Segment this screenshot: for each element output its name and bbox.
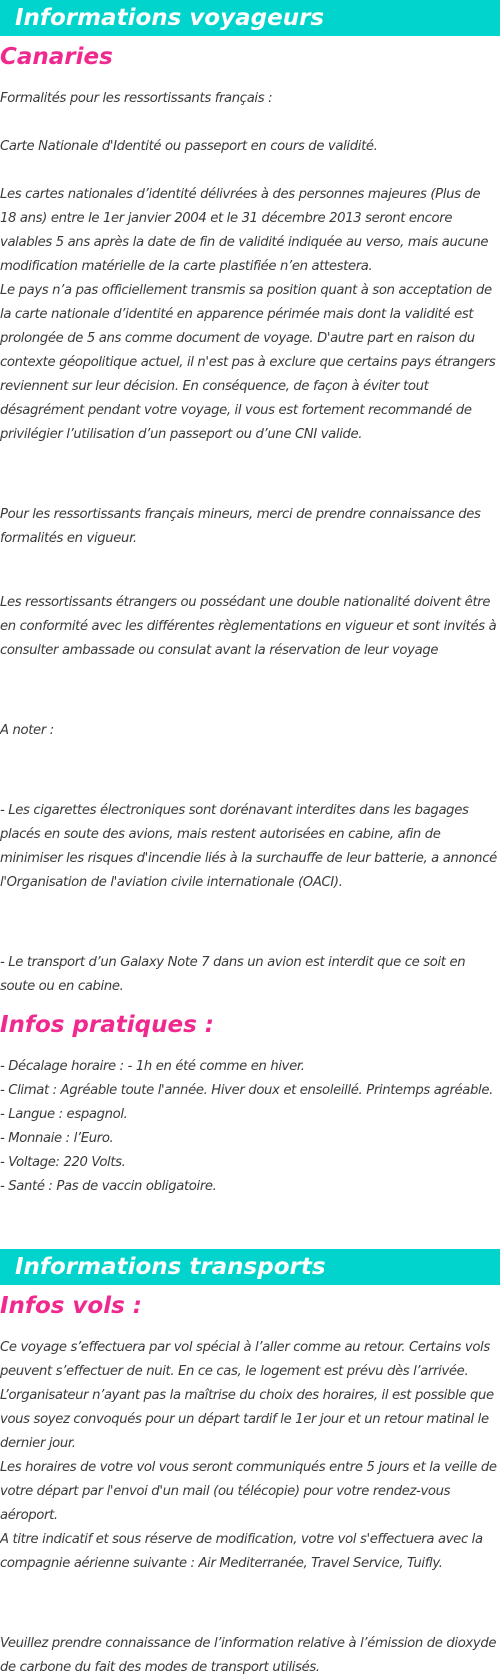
cni-acceptance-text: Le pays n’a pas officiellement transmis sa position quant à son acceptation de la carte nationale d’identité en apparence périmée mais dont la validité est prolongée de 5 ans comme document de voyage. D'autre part en raison du contexte géopolitique actuel, il n'est pas à exclure que certains pays étrangers reviennent sur leur décision. En conséquence, de façon à éviter tout désagrément pendant votre voyage, il vous est fortement recommandé de privilégier l’utilisation d’un passeport ou d’une CNI valide.: [0, 283, 496, 442]
cni-text: Carte Nationale d'Identité ou passeport en cours de validité.: [0, 139, 378, 154]
galaxy-note-text: - Le transport d’un Galaxy Note 7 dans un avion est interdit que ce soit en soute ou en cabine.: [0, 955, 466, 994]
co2-text: Veuillez prendre connaissance de l’information relative à l’émission de dioxyde de carbone du fait des modes de transport utilisés.: [0, 1636, 497, 1675]
cni-validity-text: Les cartes nationales d’identité délivrées à des personnes majeures (Plus de 18 ans) entre le 1er janvier 2004 et le 31 décembre 2013 seront encore valables 5 ans après la date de fin de validité indiquée au verso, mais aucune modification matérielle de la carte plastifiée n’en attestera.: [0, 187, 489, 274]
minors-paragraph: [0, 503, 500, 551]
transports-banner: Informations transports: [0, 1249, 500, 1285]
list-item: - Santé : Pas de vaccin obligatoire.: [0, 1179, 217, 1194]
vols-schedule-text: L’organisateur n’ayant pas la maîtrise du choix des horaires, il est possible que vous soyez convoqués pour un départ tardif le 1er jour et un retour matinal le dernier jour.: [0, 1388, 494, 1451]
destination-heading: Canaries: [0, 44, 113, 70]
infos-pratiques-heading: Infos pratiques :: [0, 1012, 214, 1038]
foreigners-paragraph: [0, 591, 500, 663]
list-item: - Langue : espagnol.: [0, 1107, 128, 1122]
list-item: - Climat : Agréable toute l'année. Hiver doux et ensoleillé. Printemps agréable.: [0, 1083, 493, 1098]
ecigarette-text: - Les cigarettes électroniques sont dorénavant interdites dans les bagages placés en soute des avions, mais restent autorisées en cabine, afin de minimiser les risques d'incendie liés à la surchauffe de leur batterie, a annoncé l'Organisation de l'aviation civile internationale (OACI).: [0, 803, 497, 890]
list-item: - Monnaie : l’Euro.: [0, 1131, 114, 1146]
formalites-label: Formalités pour les ressortissants français :: [0, 91, 273, 106]
infos-pratiques-list: [0, 1055, 500, 1199]
vols-section: [0, 1336, 500, 1576]
galaxy-note-paragraph: [0, 951, 500, 999]
infos-vols-heading: Infos vols :: [0, 1293, 143, 1319]
formalites-intro: [0, 87, 500, 111]
foreigners-text: Les ressortissants étrangers ou possédant une double nationalité doivent être en conformité avec les différentes règlementations en vigueur et sont invités à consulter ambassade ou consulat avant la réservation de leur voyage: [0, 595, 497, 658]
co2-paragraph: [0, 1632, 500, 1680]
cni-validity-section: [0, 183, 500, 447]
list-item: - Décalage horaire : - 1h en été comme en hiver.: [0, 1059, 305, 1074]
note-label: A noter :: [0, 723, 54, 738]
voyageurs-banner: Informations voyageurs: [0, 0, 500, 36]
minors-text: Pour les ressortissants français mineurs, merci de prendre connaissance des formalités en vigueur.: [0, 507, 481, 546]
note-label-paragraph: [0, 719, 500, 743]
vols-notification-text: Les horaires de votre vol vous seront communiqués entre 5 jours et la veille de votre départ par l'envoi d'un mail (ou télécopie) pour votre rendez-vous aéroport.: [0, 1460, 497, 1523]
list-item: - Voltage: 220 Volts.: [0, 1155, 126, 1170]
ecigarette-paragraph: [0, 799, 500, 895]
cni-paragraph: [0, 135, 500, 159]
vols-airline-text: A titre indicatif et sous réserve de modification, votre vol s'effectuera avec la compagnie aérienne suivante : Air Mediterranée, Travel Service, Tuifly.: [0, 1532, 483, 1571]
vols-text: Ce voyage s’effectuera par vol spécial à l’aller comme au retour. Certains vols peuvent s’effectuer de nuit. En ce cas, le logement est prévu dès l’arrivée.: [0, 1340, 490, 1379]
